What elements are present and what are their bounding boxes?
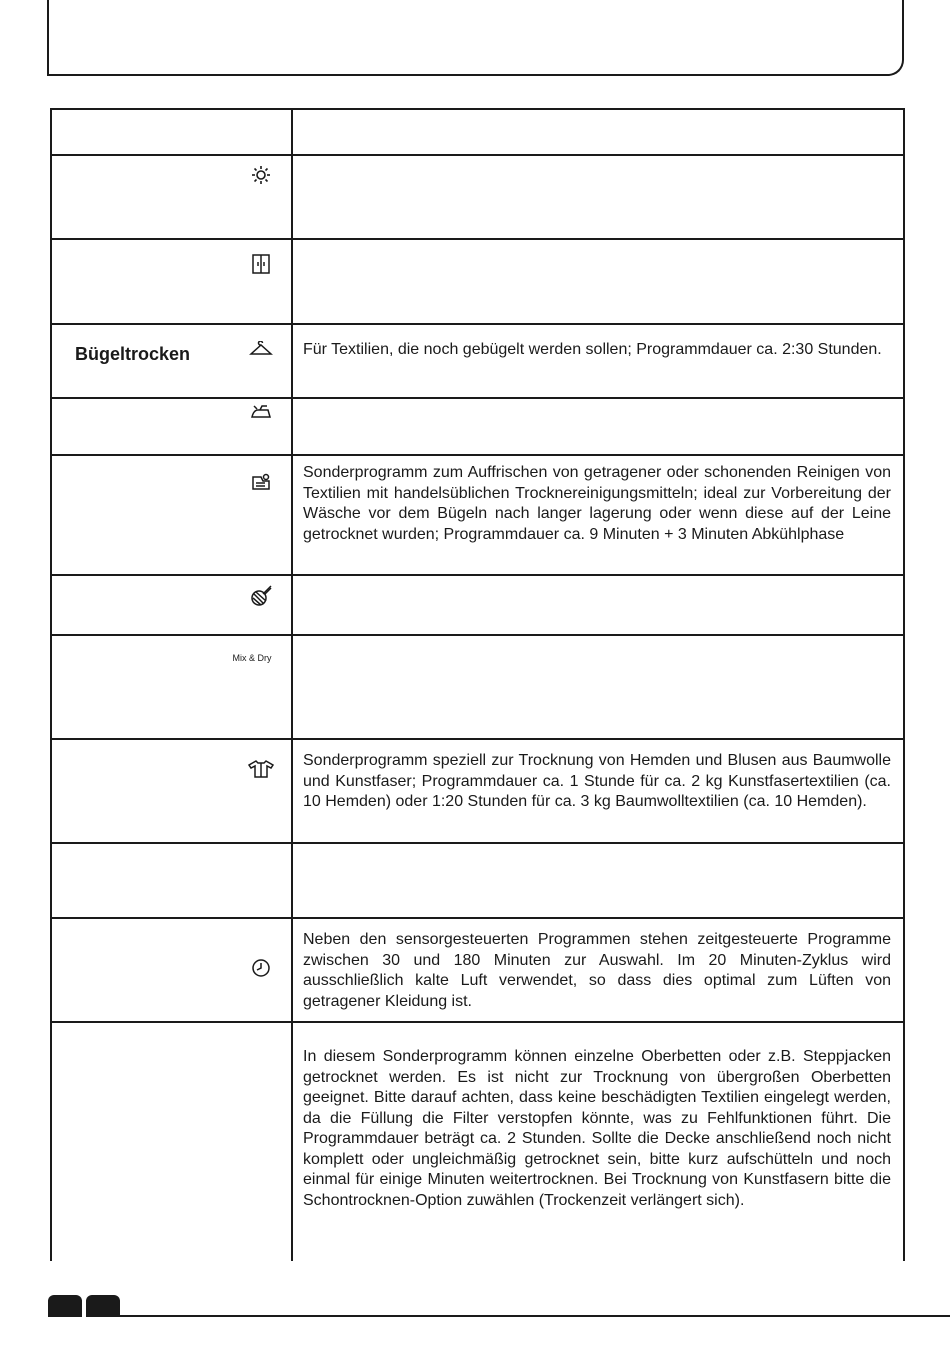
program-description: In diesem Sonderprogramm können einzelne Oberbetten oder z.B. Steppjacken getrocknet werden. Es ist nicht zur Trocknung von übergroßen Oberbetten geeignet. Bitte darauf achten, dass keine beschädigten Textilien eingelegt werden, da die Füllung die Filter verstopfen könnte, was zu Fehlfunktionen führt. Die Programmdauer beträgt ca. 2 Stunden. Sollte die Decke anschließend noch nicht komplett oder ungleichmäßig getrocknet sein, bitte kurz aufschütteln und noch einmal für einige Minuten weitertrocknen. Bei Trocknung von Kunstfasern bitte die Schontrocknen-Option zuwählen (Trockenzeit verlängert sich). [303, 1048, 891, 1209]
table-row [52, 456, 903, 576]
table-row [52, 1023, 903, 1263]
page-header-box [47, 0, 904, 76]
mix-dry-icon: Mix & Dry [232, 653, 272, 663]
program-description: Sonderprogramm zum Auffrischen von getragener oder schonenden Reinigen von Textilien mit handelsüblichen Trocknereinigungsmitteln; ideal zur Vorbereitung der Wäsche vor dem Bügeln nach langer lagerung oder wenn diese auf der Leine getrocknet wurden; Programmdauer ca. 9 Minuten + 3 Minuten Abkühlphase [303, 464, 891, 543]
refresh-icon [248, 470, 274, 494]
table-row [52, 325, 903, 399]
program-table [50, 108, 905, 1261]
program-description: Für Textilien, die noch gebügelt werden sollen; Programmdauer ca. 2:30 Stunden. [303, 341, 882, 358]
iron-icon [248, 400, 274, 424]
table-row [52, 636, 903, 740]
wardrobe-icon [248, 252, 274, 276]
table-row [52, 919, 903, 1023]
table-header-row [52, 110, 903, 156]
table-row [52, 156, 903, 240]
table-row [52, 844, 903, 919]
program-description: Sonderprogramm speziell zur Trocknung von Hemden und Blusen aus Baumwolle und Kunstfaser; Programmdauer ca. 1 Stunde für ca. 2 kg Kunstfasertextilien (ca. 10 Hemden) oder 1:20 Stunden für ca. 3 kg Baumwolltextilien (ca. 10 Hemden). [303, 752, 891, 810]
sun-icon [248, 163, 274, 187]
table-row [52, 576, 903, 636]
footer-page-tab [48, 1295, 82, 1317]
table-row [52, 240, 903, 325]
table-row [52, 399, 903, 456]
hanger-icon [248, 337, 274, 361]
footer-page-tab [86, 1295, 120, 1317]
shirt-icon [248, 757, 274, 781]
table-row [52, 740, 903, 844]
timer-icon [248, 956, 274, 980]
wool-icon [248, 584, 274, 608]
footer-rule [120, 1315, 950, 1317]
program-name: Bügeltrocken [75, 344, 191, 364]
program-description: Neben den sensorgesteuerten Programmen stehen zeitgesteuerte Programme zwischen 30 und 180 Minuten zur Auswahl. Im 20 Minuten-Zyklus wird ausschließlich kalte Luft verwendet, so dass dies optimal zum Lüften von getragener Kleidung ist. [303, 931, 891, 1010]
